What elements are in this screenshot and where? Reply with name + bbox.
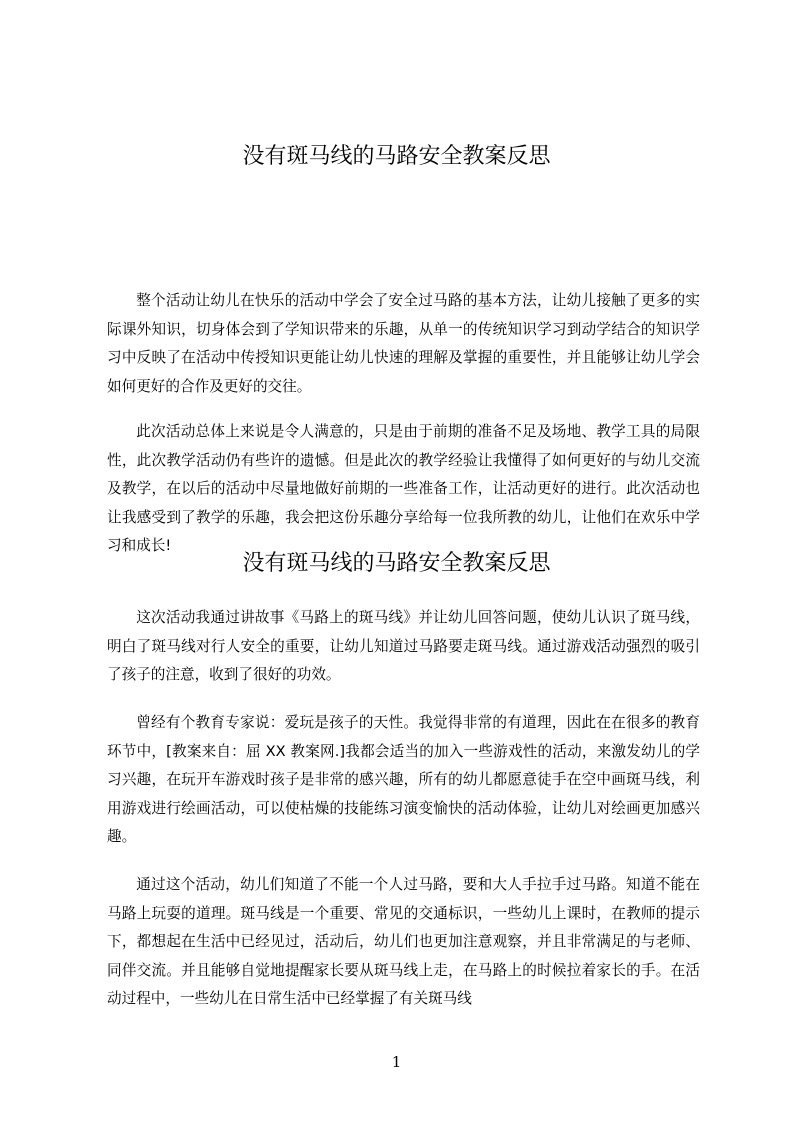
document-title: 没有斑马线的马路安全教案反思 bbox=[242, 144, 551, 169]
paragraph: 曾经有个教育专家说：爱玩是孩子的天性。我觉得非常的有道理，因此在在很多的教育环节中，[教案来自：屈 XX 教案网.]我都会适当的加入一些游戏性的活动，来激发幼儿的学习兴趣，在玩开车游戏时孩子是非常的感兴趣，所有的幼儿都愿意徒手在空中画斑马线，利用游戏进行绘画活动，可以使枯燥的技能练习演变愉快的活动体验，让幼儿对绘画更加感兴趣。 bbox=[107, 714, 700, 845]
paragraph: 整个活动让幼儿在快乐的活动中学会了安全过马路的基本方法，让幼儿接触了更多的实际课外知识，切身体会到了学知识带来的乐趣，从单一的传统知识学习到动学结合的知识学习中反映了在活动中传授知识更能让幼儿快速的理解及掌握的重要性，并且能够让幼儿学会如何更好的合作及更好的交往。 bbox=[107, 292, 700, 395]
paragraph: 此次活动总体上来说是令人满意的，只是由于前期的准备不足及场地、教学工具的局限性，此次教学活动仍有些许的遗憾。但是此次的教学经验让我懂得了如何更好的与幼儿交流及教学，在以后的活动中尽量地做好前期的一些准备工作，让活动更好的进行。此次活动也让我感受到了教学的乐趣，我会把这份乐趣分享给每一位我所教的幼儿，让他们在欢乐中学习和成长! bbox=[107, 423, 700, 554]
paragraph: 这次活动我通过讲故事《马路上的斑马线》并让幼儿回答问题，使幼儿认识了斑马线，明白了斑马线对行人安全的重要，让幼儿知道过马路要走斑马线。通过游戏活动强烈的吸引了孩子的注意，收到了很好的功效。 bbox=[107, 609, 700, 683]
page-number: 1 bbox=[391, 1053, 402, 1071]
paragraph: 通过这个活动，幼儿们知道了不能一个人过马路，要和大人手拉手过马路。知道不能在马路上玩耍的道理。斑马线是一个重要、常见的交通标识，一些幼儿上课时，在教师的提示下，都想起在生活中已经见过，活动后，幼儿们也更加注意观察，并且非常满足的与老师、同伴交流。并且能够自觉地提醒家长要从斑马线上走，在马路上的时候拉着家长的手。在活动过程中，一些幼儿在日常生活中已经掌握了有关斑马线 bbox=[107, 876, 700, 1007]
section-title: 没有斑马线的马路安全教案反思 bbox=[242, 551, 551, 576]
